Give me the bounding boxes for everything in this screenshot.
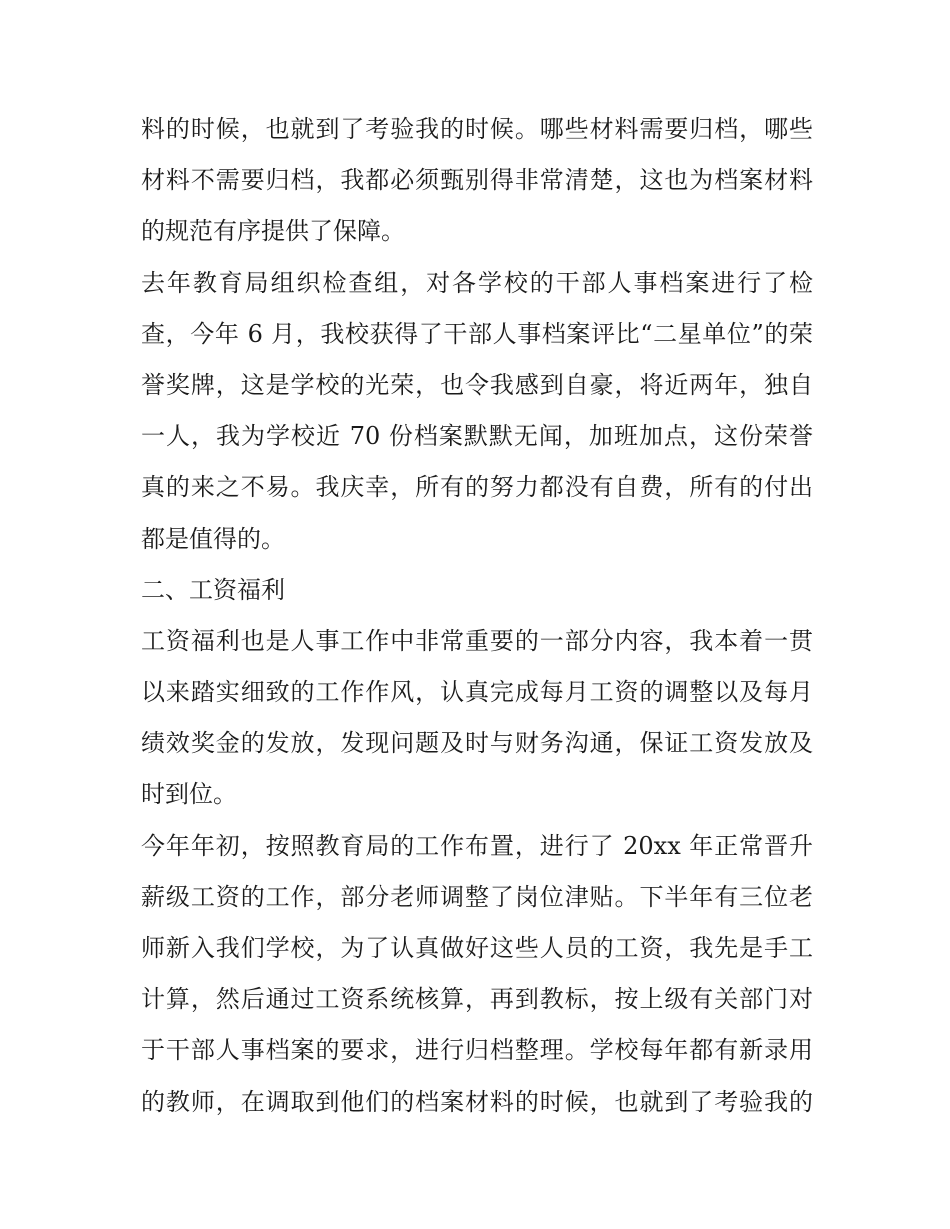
text-line: 都是值得的。: [141, 524, 285, 553]
text-line: 材料不需要归档，我都必须甄别得非常清楚，这也为档案材料: [141, 166, 813, 195]
text-line: 去年教育局组织检查组，对各学校的干部人事档案进行了检: [141, 268, 813, 297]
text-line: 绩效奖金的发放，发现问题及时与财务沟通，保证工资发放及: [141, 729, 813, 758]
text-line: 计算，然后通过工资系统核算，再到教标，按上级有关部门对: [141, 985, 813, 1014]
text-line: 今年年初，按照教育局的工作布置，进行了 20xx 年正常晋升: [141, 831, 813, 860]
text-line: 誉奖牌，这是学校的光荣，也令我感到自豪，将近两年，独自: [141, 370, 813, 399]
text-line: 时到位。: [141, 780, 237, 809]
text-line: 于干部人事档案的要求，进行归档整理。学校每年都有新录用: [141, 1036, 813, 1065]
text-line: 查，今年 6 月，我校获得了干部人事档案评比“二星单位”的荣: [141, 319, 813, 348]
text-line: 料的时候，也就到了考验我的时候。哪些材料需要归档，哪些: [141, 115, 813, 143]
text-line: 以来踏实细致的工作作风，认真完成每月工资的调整以及每月: [141, 678, 813, 707]
document-body: [141, 104, 813, 1128]
section-heading: 二、工资福利: [141, 575, 285, 604]
text-line: 工资福利也是人事工作中非常重要的一部分内容，我本着一贯: [141, 626, 813, 655]
text-line: 师新入我们学校，为了认真做好这些人员的工资，我先是手工: [141, 934, 813, 962]
text-line: 真的来之不易。我庆幸，所有的努力都没有自费，所有的付出: [141, 473, 813, 502]
text-line: 的教师，在调取到他们的档案材料的时候，也就到了考验我的: [141, 1087, 813, 1116]
text-line: 薪级工资的工作，部分老师调整了岗位津贴。下半年有三位老: [141, 882, 813, 911]
text-line: 一人，我为学校近 70 份档案默默无闻，加班加点，这份荣誉: [141, 422, 813, 451]
text-line: 的规范有序提供了保障。: [141, 217, 405, 246]
